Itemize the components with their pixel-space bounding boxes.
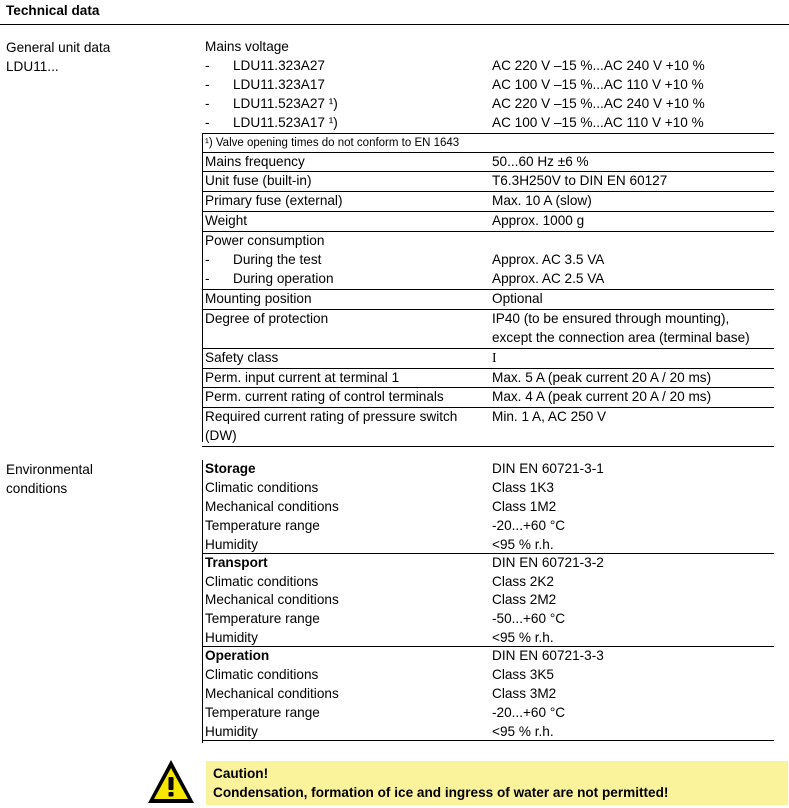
table-bottom-border [202,446,774,447]
bullet-dash: - [205,95,210,111]
row-label: Humidity [205,630,258,646]
table-row [202,76,774,95]
section-label-environment-line1: Environmental [6,462,93,477]
row-label: (DW) [205,428,237,444]
table-row [202,646,774,666]
row-value: -20...+60 °C [492,704,566,720]
table-row [202,387,774,407]
row-value: Class 1M2 [492,498,557,514]
row-value: I [492,349,497,365]
caution-title: Caution! [213,766,269,781]
table-row [202,591,774,610]
row-label: Mounting position [205,290,312,306]
table-row [202,289,774,309]
general-data-table [202,38,774,447]
table-row [202,498,774,517]
model-name: LDU11.323A27 [233,57,325,73]
table-row [202,270,774,289]
table-row [202,553,774,573]
table-row [202,610,774,629]
table-row [202,407,774,446]
table-row [202,57,774,76]
caution-text: Condensation, formation of ice and ingress of water are not permitted! [213,785,669,800]
row-value: Min. 1 A, AC 250 V [492,409,607,425]
row-value: <95 % r.h. [492,630,554,646]
table-row [202,95,774,114]
table-row [202,38,774,57]
row-label: Humidity [205,536,258,552]
row-label: Perm. current rating of control terminals [205,389,444,405]
group-title-transport: Transport [205,554,268,570]
row-label: Degree of protection [205,310,329,326]
mains-voltage-title: Mains voltage [205,39,289,54]
table-row [202,114,774,133]
title-divider [0,24,789,25]
voltage-value: AC 100 V –15 %...AC 110 V +10 % [492,76,704,92]
row-value: Class 2K2 [492,573,554,589]
row-label: Mechanical conditions [205,686,339,702]
row-label: Unit fuse (built-in) [205,173,312,189]
row-label: Humidity [205,723,258,739]
row-value: Max. 5 A (peak current 20 A / 20 ms) [492,369,712,385]
row-value: Approx. 1000 g [492,213,585,229]
row-value: -20...+60 °C [492,517,566,533]
bullet-dash: - [205,252,210,268]
table-row [202,191,774,211]
row-label: Climatic conditions [205,479,319,495]
row-value: <95 % r.h. [492,536,554,552]
table-row [202,368,774,388]
row-label: During the test [233,252,322,268]
section-label-general-line2: LDU11... [6,59,59,74]
row-value: IP40 (to be ensured through mounting), [492,310,730,326]
table-row [202,251,774,270]
row-label: Weight [205,213,248,229]
model-name: LDU11.523A27 ¹) [233,95,338,111]
table-row [202,479,774,498]
row-value: Class 1K3 [492,479,554,495]
model-name: LDU11.323A17 [233,76,325,92]
voltage-value: AC 220 V –15 %...AC 240 V +10 % [492,57,705,73]
table-row [202,573,774,592]
row-label: Temperature range [205,704,320,720]
group-standard: DIN EN 60721-3-2 [492,554,604,570]
table-bottom-border [202,740,774,741]
table-row [202,133,774,152]
table-row [202,152,774,172]
row-value: Optional [492,290,543,306]
row-value: Class 3K5 [492,667,554,683]
row-label: Mains frequency [205,153,305,169]
row-label: During operation [233,270,334,286]
row-value: -50...+60 °C [492,611,566,627]
bullet-dash: - [205,270,210,286]
section-label-general [6,38,110,76]
row-label: Climatic conditions [205,573,319,589]
power-title: Power consumption [205,233,325,249]
table-row [202,517,774,536]
bullet-dash: - [205,114,210,130]
row-value: 50...60 Hz ±6 % [492,153,589,169]
warning-triangle-icon [146,758,196,805]
page-title: Technical data [6,3,100,18]
bullet-dash: - [205,57,210,73]
table-row [202,704,774,723]
section-label-environment [6,460,93,498]
section-label-environment-line2: conditions [6,481,68,496]
table-row [202,460,774,479]
voltage-value: AC 100 V –15 %...AC 110 V +10 % [492,114,704,130]
table-row [202,309,774,348]
row-label: Climatic conditions [205,667,319,683]
table-row [202,231,774,251]
environment-table [202,460,774,741]
row-value: Class 3M2 [492,686,557,702]
row-value: except the connection area (terminal base) [492,329,750,345]
row-value: Max. 10 A (slow) [492,193,592,209]
footnote: ¹) Valve opening times do not conform to EN 1643 [205,136,460,149]
row-label: Required current rating of pressure switch [205,409,458,425]
table-row [202,348,774,368]
group-title-storage: Storage [205,461,256,476]
row-label: Temperature range [205,611,320,627]
model-name: LDU11.523A17 ¹) [233,114,338,130]
voltage-value: AC 220 V –15 %...AC 240 V +10 % [492,95,705,111]
row-label: Mechanical conditions [205,592,339,608]
row-value: Max. 4 A (peak current 20 A / 20 ms) [492,389,712,405]
table-row [202,723,774,740]
row-label: Safety class [205,349,279,365]
row-label: Perm. input current at terminal 1 [205,369,400,385]
row-value: <95 % r.h. [492,723,554,739]
group-standard: DIN EN 60721-3-1 [492,461,604,476]
row-value: Class 2M2 [492,592,557,608]
table-row [202,629,774,646]
table-row [202,536,774,553]
group-title-operation: Operation [205,648,270,664]
row-value: Approx. AC 3.5 VA [492,252,605,268]
bullet-dash: - [205,76,210,92]
row-value: T6.3H250V to DIN EN 60127 [492,173,668,189]
table-row [202,171,774,191]
row-label: Mechanical conditions [205,498,339,514]
row-label: Primary fuse (external) [205,193,343,209]
table-row [202,666,774,685]
table-row [202,211,774,231]
table-row [202,685,774,704]
row-value: Approx. AC 2.5 VA [492,270,605,286]
group-standard: DIN EN 60721-3-3 [492,648,604,664]
caution-box [206,761,788,805]
section-label-general-line1: General unit data [6,40,111,55]
row-label: Temperature range [205,517,320,533]
